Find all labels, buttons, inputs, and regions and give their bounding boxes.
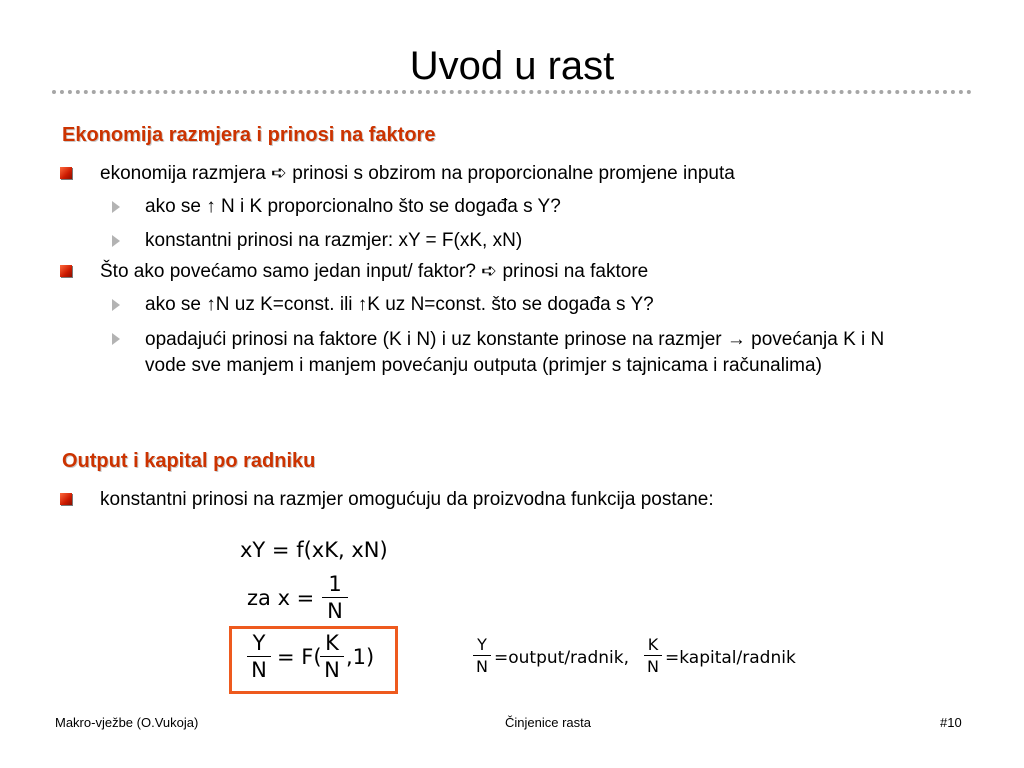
formula-k-over-n	[320, 631, 344, 682]
slide-title: Uvod u rast	[409, 44, 615, 88]
formula-y-over-n	[247, 631, 271, 682]
fraction-numerator: Y	[477, 635, 487, 654]
def-y-over-n	[473, 635, 491, 676]
bullet-text: konstantni prinosi na razmjer omogućuju da proizvodna funkcija postane:	[100, 489, 714, 510]
sub-bullet-text: ako se ↑ N i K proporcionalno što se događa s Y?	[145, 196, 561, 217]
def-output-per-worker: =output/radnik,	[494, 648, 629, 668]
fraction-numerator: 1	[328, 572, 342, 596]
formula-one-over-n	[322, 572, 348, 623]
footer-topic: Činjenice rasta	[505, 715, 591, 730]
fraction-bar	[322, 597, 348, 598]
fraction-bar	[473, 655, 491, 656]
footer-slide-number: #10	[940, 715, 962, 730]
fraction-denominator: N	[324, 658, 340, 682]
sub-bullet-text: konstantni prinosi na razmjer: xY = F(xK, xN)	[145, 230, 523, 251]
fraction-numerator: K	[647, 635, 659, 654]
def-capital-per-worker: =kapital/radnik	[665, 648, 796, 668]
square-bullet-icon	[60, 167, 72, 179]
sub-bullet-text: ako se ↑N uz K=const. ili ↑K uz N=const. što se događa s Y?	[145, 294, 654, 315]
def-k-over-n	[644, 635, 662, 676]
formula-constant-returns: xY = f(xK, xN)	[240, 538, 388, 562]
arrow-bullet-icon	[112, 201, 120, 213]
formula-x-lhs: za x =	[247, 586, 315, 610]
fraction-denominator: N	[327, 599, 343, 623]
formula-equals-f: = F(	[277, 645, 322, 669]
formula-tail: ,1)	[346, 645, 375, 669]
square-bullet-icon	[60, 493, 72, 505]
fraction-numerator: Y	[252, 631, 266, 655]
fraction-denominator: N	[647, 657, 659, 676]
bullet-text: ekonomija razmjera ➪ prinosi s obzirom na proporcionalne promjene inputa	[100, 163, 735, 184]
footer-author: Makro-vježbe (O.Vukoja)	[55, 715, 199, 730]
bullet-text: Što ako povećamo samo jedan input/ faktor? ➪ prinosi na faktore	[100, 261, 649, 282]
fraction-numerator: K	[325, 631, 339, 655]
fraction-bar	[644, 655, 662, 656]
fraction-denominator: N	[476, 657, 488, 676]
arrow-bullet-icon	[112, 235, 120, 247]
arrow-bullet-icon	[112, 333, 120, 345]
title-divider	[52, 90, 972, 94]
fraction-denominator: N	[251, 658, 267, 682]
square-bullet-icon	[60, 265, 72, 277]
fraction-bar	[247, 656, 271, 657]
section-heading-economies-of-scale: Ekonomija razmjera i prinosi na faktore	[62, 124, 436, 146]
section-heading-output-per-worker: Output i kapital po radniku	[62, 450, 316, 472]
fraction-bar	[320, 656, 344, 657]
arrow-bullet-icon	[112, 299, 120, 311]
sub-bullet-text: opadajući prinosi na faktore (K i N) i uz konstante prinose na razmjer → povećanja K i N vode sve manjem i manjem povećanju outputa (primjer s tajnicama i računalima)	[145, 329, 885, 376]
